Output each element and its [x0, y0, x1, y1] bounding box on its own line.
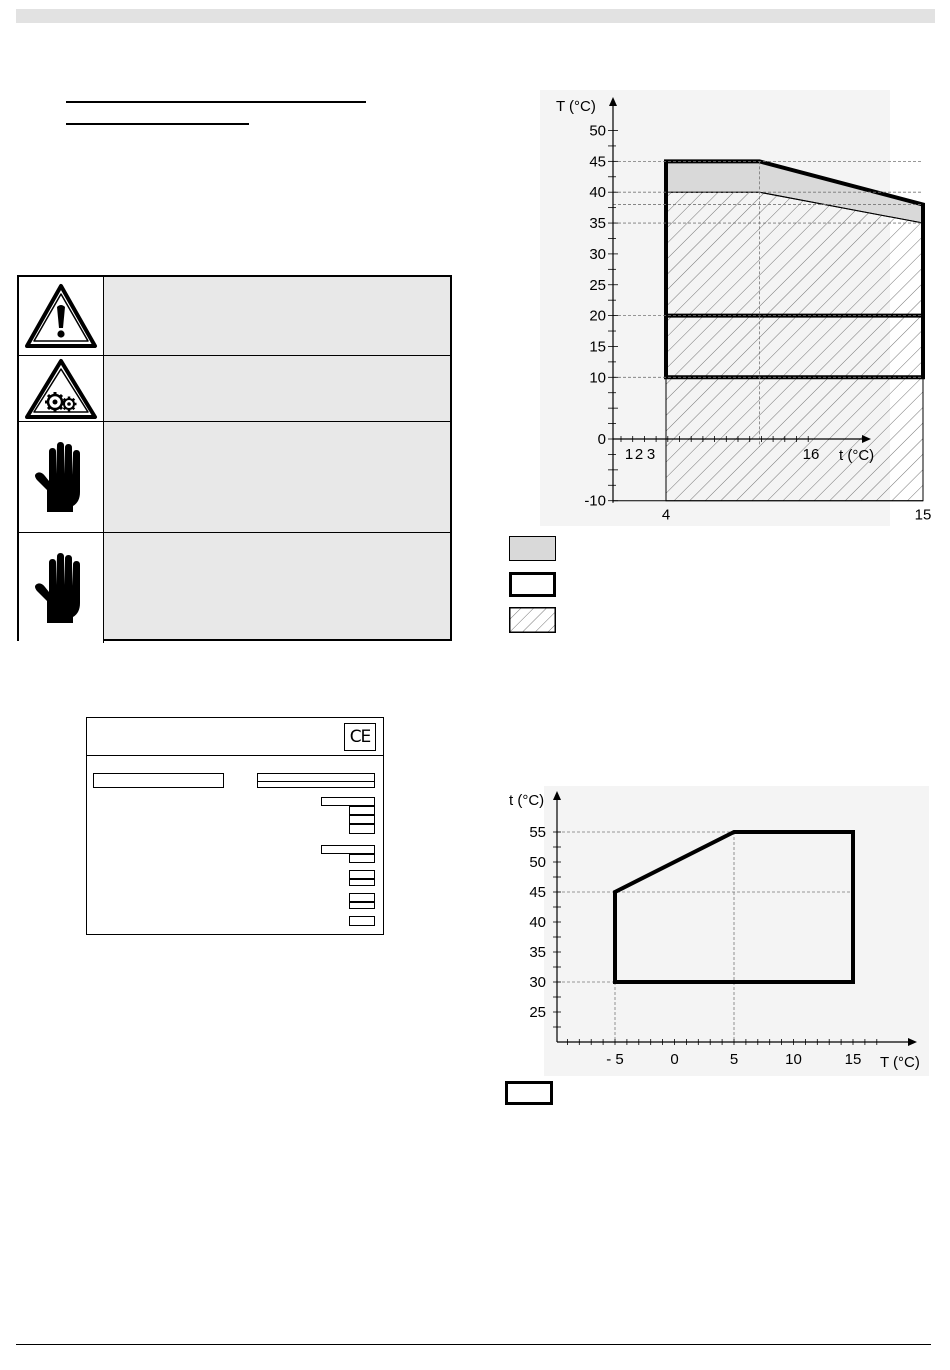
- safety-row-moving-parts: [19, 355, 450, 421]
- y-tick-label: 10: [589, 369, 606, 387]
- y-tick-label: 30: [529, 974, 546, 991]
- x-tick-label: 5: [729, 1051, 739, 1068]
- x-tick-label: 1: [624, 446, 634, 463]
- y-tick-label: 20: [589, 307, 606, 325]
- safety-row-gloves-1: [19, 421, 450, 532]
- legend-hatched-swatch: [509, 607, 556, 633]
- x-tick-label: - 5: [606, 1051, 624, 1068]
- nameplate-field: [321, 797, 375, 806]
- safety-row-gloves-2: [19, 532, 450, 643]
- y-tick-label: 30: [589, 245, 606, 263]
- y-axis-title: t (°C): [509, 792, 545, 809]
- nameplate-field: [321, 845, 375, 854]
- glove-icon: [19, 422, 104, 532]
- x-tick-label: 15: [844, 1051, 862, 1068]
- y-tick-label: 55: [529, 824, 546, 841]
- heading-underline-1: [66, 101, 366, 103]
- ce-mark: CE: [344, 723, 376, 751]
- x-tick-label: 16: [802, 446, 820, 463]
- warning-triangle-icon: [19, 277, 104, 355]
- y-tick-label: 25: [589, 276, 606, 294]
- y-tick-label: 0: [597, 431, 606, 448]
- safety-row-general: [19, 277, 450, 355]
- x-tick-label: 0: [670, 1051, 679, 1068]
- operating-limits-chart-1: [540, 90, 932, 526]
- nameplate-field: [349, 854, 375, 863]
- nameplate-field: [257, 781, 375, 782]
- legend-bold-outline-swatch-2: [505, 1081, 553, 1105]
- nameplate-field: [349, 806, 375, 815]
- region-hatched: [666, 192, 923, 501]
- header-bar: [16, 9, 935, 23]
- safety-symbols-table: [17, 275, 452, 641]
- y-tick-label: 15: [589, 338, 606, 356]
- y-axis-title: T (°C): [556, 98, 596, 115]
- y-tick-label: 35: [589, 215, 606, 233]
- y-tick-label: 25: [529, 1004, 546, 1021]
- y-tick-label: 40: [589, 184, 606, 202]
- nameplate-field: [349, 870, 375, 879]
- gears-warning-icon: [19, 356, 104, 421]
- y-tick-label: 50: [529, 854, 546, 871]
- y-tick-label: 45: [529, 884, 546, 901]
- nameplate-field: [349, 879, 375, 886]
- nameplate-field: [93, 773, 224, 788]
- nameplate-field: [349, 824, 375, 834]
- x-bottom-label: 4: [661, 506, 671, 524]
- y-tick-label: 45: [589, 153, 606, 171]
- glove-icon: [19, 533, 104, 643]
- footer-rule: [16, 1344, 931, 1345]
- nameplate-header: [87, 718, 383, 756]
- legend-grey-area-swatch: [509, 536, 556, 561]
- y-tick-label: 40: [529, 914, 546, 931]
- operating-limits-chart-2: [497, 786, 929, 1076]
- x-tick-label: 3: [646, 446, 656, 463]
- x-tick-label: 10: [785, 1051, 802, 1068]
- heading-underline-2: [66, 123, 249, 125]
- x-axis-title: T (°C): [880, 1054, 920, 1071]
- nameplate-field: [349, 815, 375, 824]
- nameplate-field: [349, 893, 375, 902]
- x-axis-title: t (°C): [839, 447, 875, 464]
- x-bottom-label: 15: [914, 506, 932, 524]
- y-tick-label: 35: [529, 944, 546, 961]
- nameplate-field: [349, 916, 375, 926]
- legend-bold-outline-swatch: [509, 572, 556, 597]
- y-tick-label: 50: [589, 122, 606, 140]
- nameplate-field: [349, 902, 375, 909]
- rating-nameplate: [86, 717, 384, 935]
- y-tick-label: -10: [584, 492, 606, 510]
- x-tick-label: 2: [634, 446, 644, 463]
